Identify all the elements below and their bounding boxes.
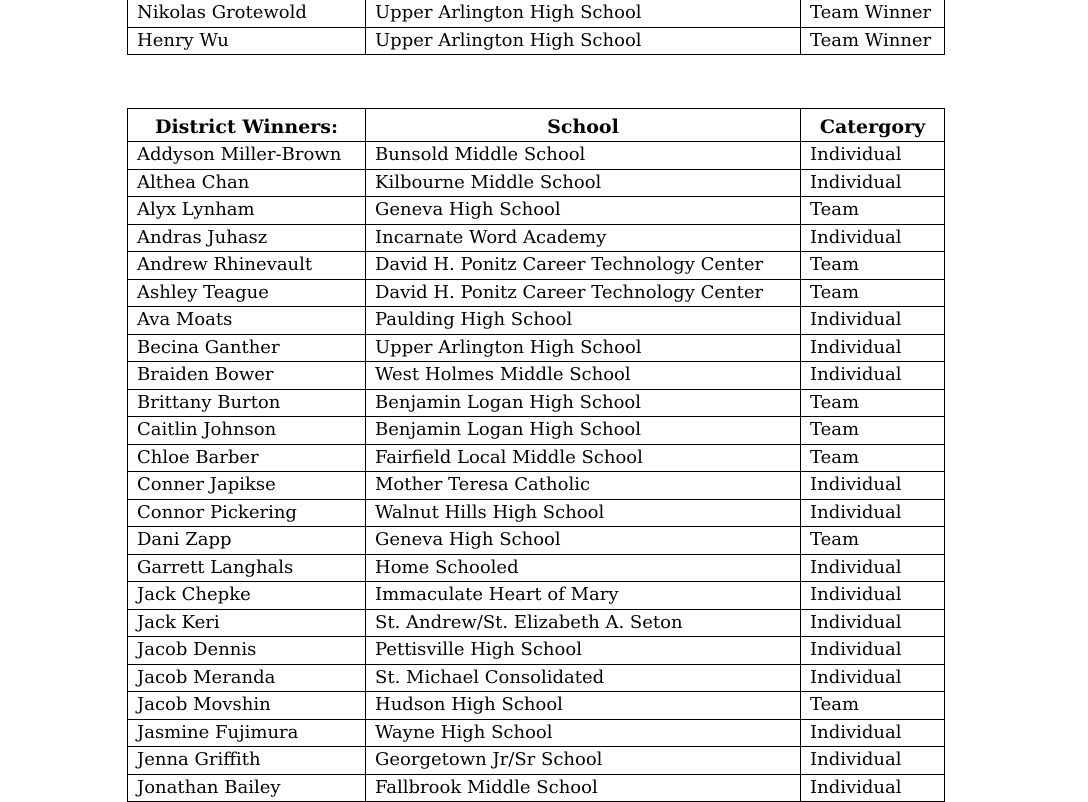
category-cell: Team [801,389,945,417]
category-cell: Team Winner [801,27,945,55]
winner-name-cell: Connor Pickering [128,499,366,527]
school-cell: Fairfield Local Middle School [366,444,801,472]
winner-name-cell: Ava Moats [128,307,366,335]
category-cell: Team [801,279,945,307]
header-district-winners: District Winners: [128,109,366,142]
category-cell: Team [801,417,945,445]
winner-name-cell: Becina Ganther [128,334,366,362]
school-cell: St. Andrew/St. Elizabeth A. Seton [366,609,801,637]
school-cell: Fallbrook Middle School [366,774,801,802]
winner-name-cell: Althea Chan [128,169,366,197]
district-winners-table [127,108,945,802]
school-cell: Upper Arlington High School [366,27,801,55]
winner-name-cell: Andras Juhasz [128,224,366,252]
school-cell: Benjamin Logan High School [366,417,801,445]
category-cell: Individual [801,774,945,802]
table-row [128,774,945,802]
school-cell: Walnut Hills High School [366,499,801,527]
category-cell: Individual [801,664,945,692]
winner-name-cell: Jack Chepke [128,582,366,610]
school-cell: Upper Arlington High School [366,334,801,362]
district-winners-body [128,142,945,802]
school-cell: Mother Teresa Catholic [366,472,801,500]
category-cell: Individual [801,142,945,170]
table-row [128,609,945,637]
winner-name-cell: Jonathan Bailey [128,774,366,802]
school-cell: Home Schooled [366,554,801,582]
category-cell: Individual [801,582,945,610]
school-cell: Kilbourne Middle School [366,169,801,197]
table-row [128,527,945,555]
school-cell: Bunsold Middle School [366,142,801,170]
category-cell: Individual [801,307,945,335]
category-cell: Individual [801,719,945,747]
table-row [128,197,945,225]
winner-name-cell: Brittany Burton [128,389,366,417]
category-cell: Individual [801,609,945,637]
table-row [128,334,945,362]
category-cell: Team [801,527,945,555]
table-row [128,554,945,582]
winner-name-cell: Jack Keri [128,609,366,637]
winner-name-cell: Braiden Bower [128,362,366,390]
table-row [128,27,945,55]
winner-name-cell: Addyson Miller-Brown [128,142,366,170]
school-cell: Hudson High School [366,692,801,720]
school-cell: David H. Ponitz Career Technology Center [366,252,801,280]
table-row [128,499,945,527]
school-cell: St. Michael Consolidated [366,664,801,692]
table-row [128,747,945,775]
school-cell: Incarnate Word Academy [366,224,801,252]
school-cell: Pettisville High School [366,637,801,665]
winner-name-cell: Jenna Griffith [128,747,366,775]
table-row [128,692,945,720]
school-cell: West Holmes Middle School [366,362,801,390]
winner-name-cell: Chloe Barber [128,444,366,472]
category-cell: Individual [801,499,945,527]
winner-name-cell: Caitlin Johnson [128,417,366,445]
header-category: Catergory [801,109,945,142]
school-cell: Upper Arlington High School [366,0,801,27]
category-cell: Team [801,444,945,472]
winner-name-cell: Dani Zapp [128,527,366,555]
table-row [128,472,945,500]
category-cell: Team Winner [801,0,945,27]
table-row [128,362,945,390]
table-row [128,664,945,692]
table-row [128,169,945,197]
school-cell: Benjamin Logan High School [366,389,801,417]
winner-name-cell: Nikolas Grotewold [128,0,366,27]
header-row [128,109,945,142]
category-cell: Individual [801,224,945,252]
table-row [128,417,945,445]
team-winners-table [127,0,945,55]
category-cell: Team [801,252,945,280]
winner-name-cell: Jasmine Fujimura [128,719,366,747]
header-school: School [366,109,801,142]
table-row [128,0,945,27]
winner-name-cell: Henry Wu [128,27,366,55]
table-row [128,719,945,747]
table-row [128,142,945,170]
school-cell: Geneva High School [366,527,801,555]
table-row [128,582,945,610]
school-cell: Wayne High School [366,719,801,747]
winner-name-cell: Alyx Lynham [128,197,366,225]
category-cell: Team [801,692,945,720]
school-cell: Paulding High School [366,307,801,335]
winner-name-cell: Jacob Meranda [128,664,366,692]
winner-name-cell: Conner Japikse [128,472,366,500]
table-row [128,252,945,280]
table-row [128,307,945,335]
school-cell: Geneva High School [366,197,801,225]
category-cell: Individual [801,472,945,500]
team-winners-body [128,0,945,55]
category-cell: Individual [801,554,945,582]
category-cell: Individual [801,334,945,362]
table-row [128,389,945,417]
table-row [128,637,945,665]
school-cell: Georgetown Jr/Sr School [366,747,801,775]
category-cell: Individual [801,637,945,665]
school-cell: David H. Ponitz Career Technology Center [366,279,801,307]
winner-name-cell: Ashley Teague [128,279,366,307]
winner-name-cell: Garrett Langhals [128,554,366,582]
table-row [128,444,945,472]
winner-name-cell: Jacob Movshin [128,692,366,720]
table-row [128,279,945,307]
category-cell: Individual [801,362,945,390]
category-cell: Individual [801,747,945,775]
winner-name-cell: Jacob Dennis [128,637,366,665]
category-cell: Team [801,197,945,225]
table-row [128,224,945,252]
school-cell: Immaculate Heart of Mary [366,582,801,610]
category-cell: Individual [801,169,945,197]
winner-name-cell: Andrew Rhinevault [128,252,366,280]
